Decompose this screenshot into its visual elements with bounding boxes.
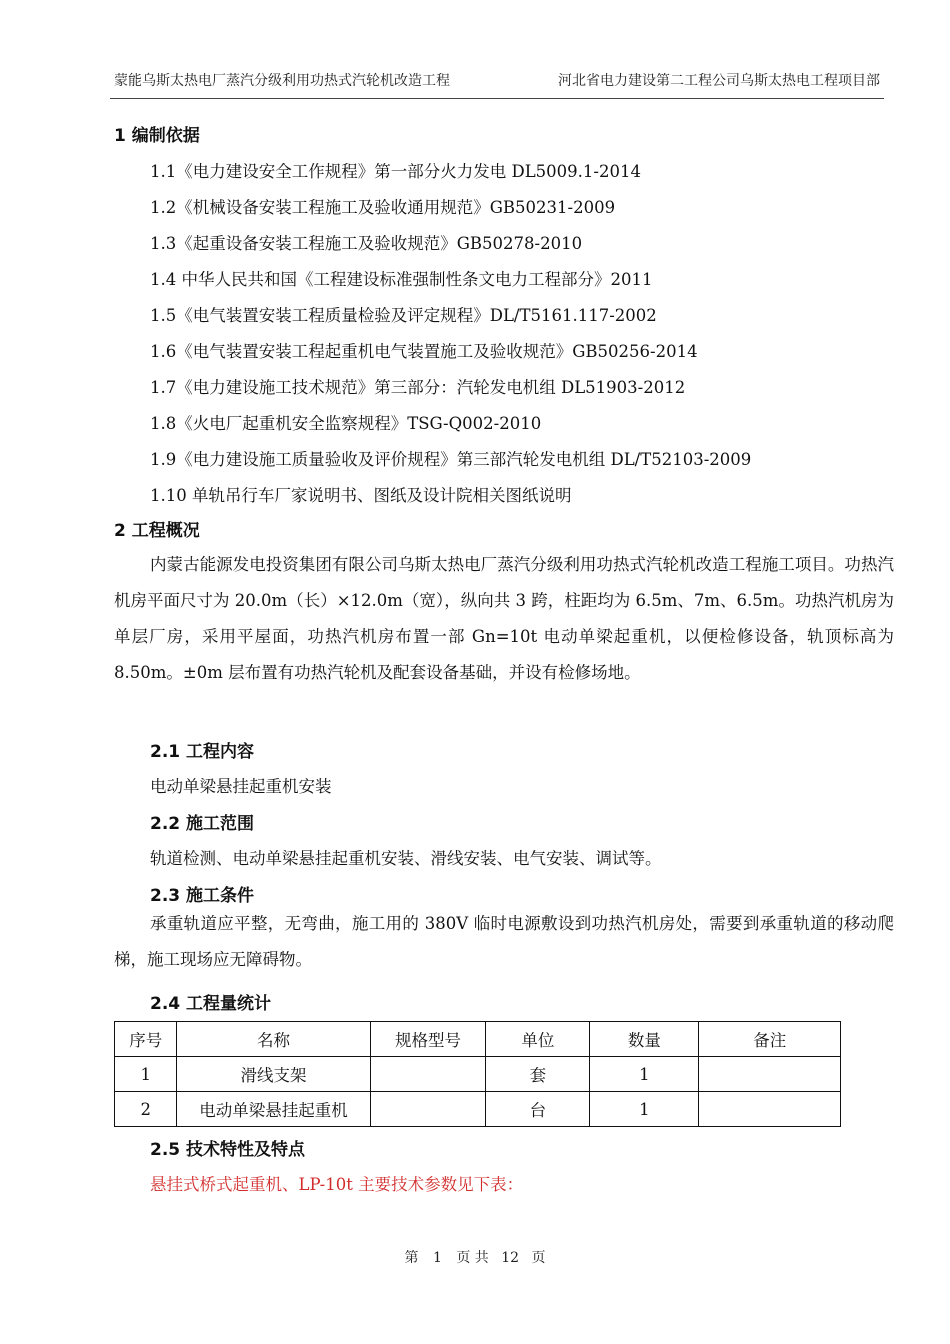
header-company-name: 河北省电力建设第二工程公司乌斯太热电工程项目部 — [558, 73, 880, 89]
basis-item: 1.4 中华人民共和国《工程建设标准强制性条文电力工程部分》2011 — [150, 270, 653, 289]
footer-suffix: 页 — [531, 1250, 546, 1266]
table-cell — [699, 1057, 841, 1092]
table-cell: 1 — [590, 1057, 699, 1092]
table-cell: 电动单梁悬挂起重机 — [177, 1092, 370, 1127]
table-cell — [370, 1092, 486, 1127]
section2-2-text: 轨道检测、电动单梁悬挂起重机安装、滑线安装、电气安装、调试等。 — [150, 849, 662, 868]
section2-1-text: 电动单梁悬挂起重机安装 — [150, 777, 332, 796]
table-cell: 1 — [115, 1057, 177, 1092]
table-cell — [370, 1057, 486, 1092]
section2-3-text: 承重轨道应平整，无弯曲，施工用的 380V 临时电源敷设到功热汽机房处，需要到承重轨道的移动爬梯，施工现场应无障碍物。 — [114, 914, 894, 969]
section2-4-title: 2.4 工程量统计 — [150, 994, 272, 1014]
page-footer — [0, 1247, 950, 1267]
basis-item: 1.3《起重设备安装工程施工及验收规范》GB50278-2010 — [150, 234, 583, 253]
basis-item: 1.9《电力建设施工质量验收及评价规程》第三部汽轮发电机组 DL/T52103-2009 — [150, 450, 752, 469]
footer-page-number: 1 — [432, 1250, 442, 1266]
basis-item: 1.5《电气装置安装工程质量检验及评定规程》DL/T5161.117-2002 — [150, 306, 657, 325]
basis-item: 1.2《机械设备安装工程施工及验收通用规范》GB50231-2009 — [150, 198, 616, 217]
table-cell: 台 — [486, 1092, 590, 1127]
basis-item: 1.1《电力建设安全工作规程》第一部分火力发电 DL5009.1-2014 — [150, 162, 641, 181]
table-header-cell: 序号 — [115, 1022, 177, 1057]
table-row — [115, 1057, 841, 1092]
footer-mid: 页 共 — [456, 1250, 489, 1266]
overview-paragraph: 内蒙古能源发电投资集团有限公司乌斯太热电厂蒸汽分级利用功热式汽轮机改造工程施工项目。功热汽机房平面尺寸为 20.0m（长）×12.0m（宽），纵向共 3 跨，柱距均为 6.5m、7m、6.5m。功热汽机房为单层厂房，采用平屋面，功热汽机房布置一部 Gn=10t 电动单梁起重机，以便检修设备，轨顶标高为 8.50m。±0m 层布置有功热汽轮机及配套设备基础，并设有检修场地。 — [114, 555, 894, 682]
section2-5-title: 2.5 技术特性及特点 — [150, 1140, 306, 1160]
table-cell — [699, 1092, 841, 1127]
table-cell: 2 — [115, 1092, 177, 1127]
section2-title: 2 工程概况 — [114, 521, 200, 541]
table-header-row — [115, 1022, 841, 1057]
section1-title: 1 编制依据 — [114, 126, 200, 146]
section2-2-title: 2.2 施工范围 — [150, 814, 255, 834]
basis-item: 1.6《电气装置安装工程起重机电气装置施工及验收规范》GB50256-2014 — [150, 342, 698, 361]
table-header-cell: 数量 — [590, 1022, 699, 1057]
table-cell: 1 — [590, 1092, 699, 1127]
footer-prefix: 第 — [404, 1250, 419, 1266]
table-header-cell: 规格型号 — [370, 1022, 486, 1057]
basis-item: 1.8《火电厂起重机安全监察规程》TSG-Q002-2010 — [150, 414, 542, 433]
section2-5-text: 悬挂式桥式起重机、LP-10t 主要技术参数见下表： — [150, 1175, 524, 1194]
basis-item: 1.10 单轨吊行车厂家说明书、图纸及设计院相关图纸说明 — [150, 486, 572, 505]
table-cell: 滑线支架 — [177, 1057, 370, 1092]
table-row — [115, 1092, 841, 1127]
table-header-cell: 备注 — [699, 1022, 841, 1057]
section2-1-title: 2.1 工程内容 — [150, 742, 255, 762]
header-project-name: 蒙能乌斯太热电厂蒸汽分级利用功热式汽轮机改造工程 — [114, 73, 450, 89]
section2-3-title: 2.3 施工条件 — [150, 886, 255, 906]
basis-item: 1.7《电力建设施工技术规范》第三部分：汽轮发电机组 DL51903-2012 — [150, 378, 686, 397]
header-divider — [110, 98, 884, 99]
table-cell: 套 — [486, 1057, 590, 1092]
table-header-cell: 名称 — [177, 1022, 370, 1057]
table-header-cell: 单位 — [486, 1022, 590, 1057]
quantity-table — [114, 1021, 841, 1127]
footer-total-pages: 12 — [501, 1250, 520, 1266]
page-header — [114, 70, 880, 92]
